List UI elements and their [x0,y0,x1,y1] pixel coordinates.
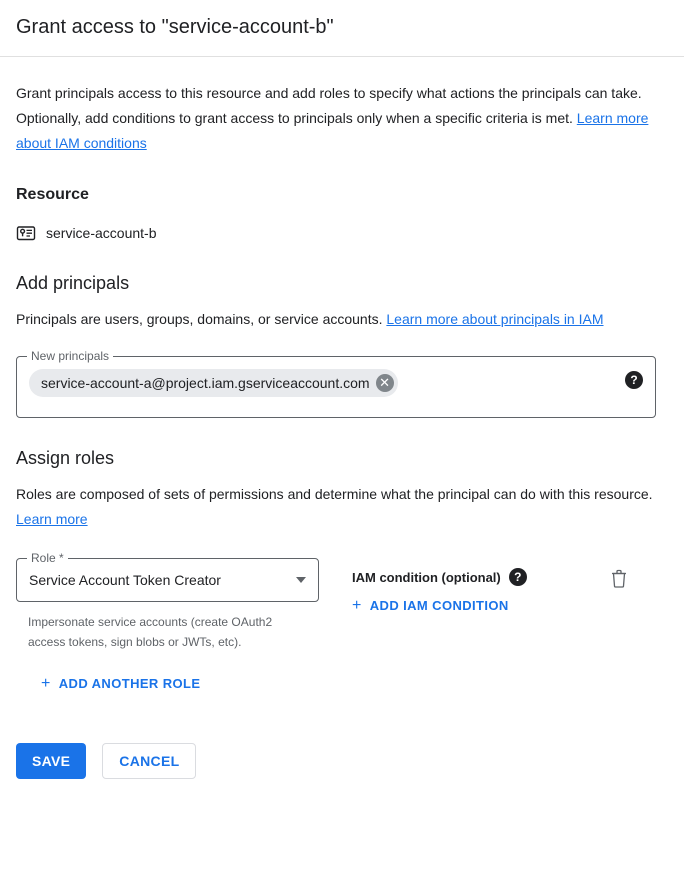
service-account-icon [16,223,36,243]
roles-learn-more-link[interactable]: Learn more [16,511,88,527]
page-title: Grant access to "service-account-b" [16,16,334,38]
roles-description-text: Roles are composed of sets of permissions and determine what the principal can do with this resource. [16,486,653,502]
role-description-hint: Impersonate service accounts (create OAuth2 access tokens, sign blobs or JWTs, etc). [28,615,273,649]
principals-learn-more-link[interactable]: Learn more about principals in IAM [386,311,604,327]
help-icon[interactable]: ? [625,371,643,389]
principal-chip-label: service-account-a@project.iam.gserviceaccount.com [41,375,370,391]
new-principals-label: New principals [27,349,113,363]
plus-icon: + [352,596,362,614]
role-select-value: Service Account Token Creator [29,572,221,588]
principals-help-icon[interactable] [625,371,643,389]
roles-description [16,482,656,532]
iam-condition-title-row [352,568,592,586]
resource-row [16,223,668,243]
assign-roles-heading: Assign roles [16,448,115,468]
resource-heading: Resource [16,186,89,203]
resource-name: service-account-b [46,225,157,241]
add-iam-condition-label: ADD IAM CONDITION [369,598,509,613]
new-principals-field[interactable] [16,349,656,418]
add-another-role-button[interactable] [16,676,200,691]
principal-chip[interactable] [29,369,398,397]
help-icon[interactable]: ? [509,568,527,586]
iam-condition-column [352,558,592,615]
role-select-label: Role * [27,551,68,565]
delete-role-column [610,558,668,593]
iam-conditions-learn-more-link[interactable]: Learn more about IAM conditions [16,110,649,151]
trash-icon[interactable] [610,568,628,588]
close-icon[interactable]: ✕ [376,374,394,392]
intro-text: Grant principals access to this resource and add roles to specify what actions the principals can take. Optionally, add conditions to grant access to principals only when a specific criteria is met. [16,85,642,126]
add-principals-heading: Add principals [16,273,130,293]
dialog-header [0,0,684,57]
principals-description [16,307,656,332]
role-column [16,551,319,652]
add-another-role-label: ADD ANOTHER ROLE [58,676,201,691]
intro-paragraph [16,81,652,156]
dialog-actions [16,743,668,795]
role-entry-row [16,551,668,652]
role-select[interactable] [16,551,319,602]
chevron-down-icon[interactable] [296,577,306,583]
plus-icon: + [41,674,51,692]
iam-condition-label: IAM condition (optional) [352,569,501,585]
add-iam-condition-button[interactable] [352,598,509,613]
principals-description-text: Principals are users, groups, domains, or service accounts. [16,311,387,327]
dialog-body [0,81,684,795]
save-button[interactable]: SAVE [16,743,86,779]
cancel-button[interactable]: CANCEL [102,743,196,779]
